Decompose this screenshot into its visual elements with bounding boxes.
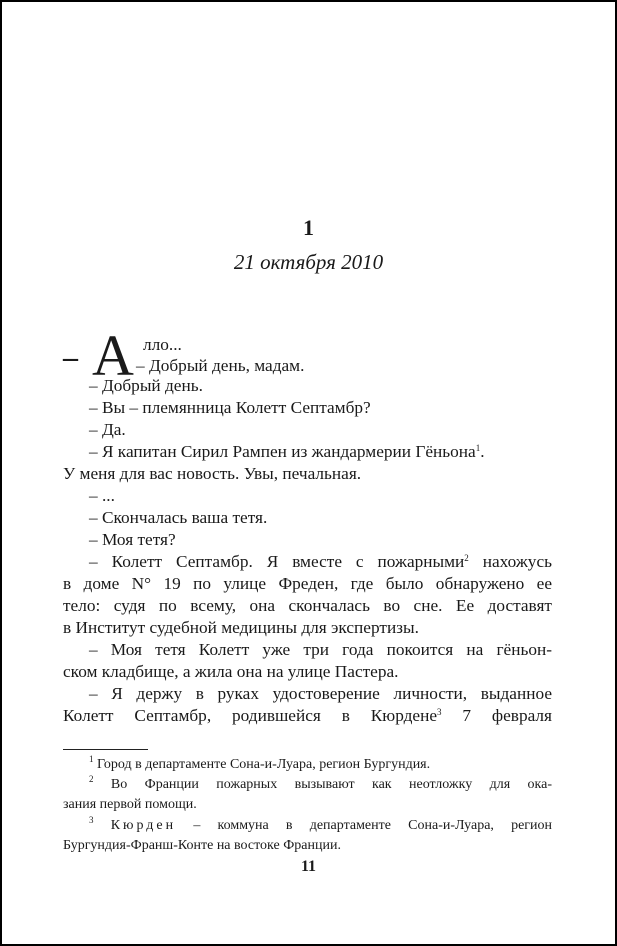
body-line: – Добрый день, мадам. <box>136 356 305 375</box>
page-number: 11 <box>300 858 317 875</box>
line-text: нахожусь <box>482 552 552 571</box>
footnote <box>63 775 552 796</box>
body-line: – Добрый день. <box>89 376 203 395</box>
body-line: – Моя тетя? <box>89 530 176 549</box>
body-line: лло... <box>143 335 182 354</box>
body-line: в доме N° 19 по улице Фреден, где было обнаружено ее <box>63 574 552 593</box>
footnote <box>63 755 552 776</box>
body-line: – Я капитан Сирил Рампен из жандармерии Гёньона$^1$. <box>89 442 485 461</box>
body-line: – Скончалась ваша тетя. <box>89 508 268 527</box>
line-text: 7 февраля <box>462 706 552 725</box>
drop-cap-dash: – <box>63 341 78 374</box>
body-line: в Институт судебной медицины для экспертизы. <box>63 618 419 637</box>
footnote: Бургундия-Франш-Конте на востоке Франции. <box>63 838 341 853</box>
footnote: зания первой помощи. <box>63 797 197 812</box>
footnote-text: Во Франции пожарных вызывают как неотложку для ока- <box>110 777 553 792</box>
body-line: – Да. <box>89 420 126 439</box>
body-line <box>63 551 552 573</box>
footnote-ref: 2 <box>464 553 469 563</box>
line-text: – Я капитан Сирил Рампен из жандармерии Гёньона <box>89 442 476 461</box>
chapter-date: 21 октября 2010 <box>233 250 384 274</box>
footnote-ref: 3 <box>437 707 442 717</box>
body-line: У меня для вас новость. Увы, печальная. <box>63 464 362 483</box>
chapter-number: 1 <box>303 215 314 240</box>
footnote-text: – коммуна в департаменте Сона-и-Луара, регион <box>193 818 553 833</box>
footnote-text: Город в департаменте Сона-и-Луара, регион Бургундия. <box>97 757 431 772</box>
footnote-mark: 1 <box>89 754 94 764</box>
footnote-mark: 2 <box>89 774 94 784</box>
footnote-mark: 3 <box>89 815 94 825</box>
footnote <box>63 816 552 837</box>
body-line: – ... <box>89 486 115 505</box>
body-line: – Моя тетя Колетт уже три года покоится на гёньон- <box>89 640 552 659</box>
drop-cap-letter: А <box>92 323 134 388</box>
footnote-term: Кюрден <box>110 818 177 833</box>
body-line: тело: судя по всему, она скончалась во сне. Ее доставят <box>63 596 552 615</box>
body-line <box>63 705 552 727</box>
line-text: – Колетт Септамбр. Я вместе с пожарными <box>89 552 465 571</box>
body-line: – Вы – племянница Колетт Септамбр? <box>89 398 371 417</box>
footnote-divider <box>63 749 148 750</box>
body-line: – Я держу в руках удостоверение личности, выданное <box>89 684 552 703</box>
body-line: ском кладбище, а жила она на улице Пастера. <box>63 662 399 681</box>
line-text: Колетт Септамбр, родившейся в Кюрдене <box>63 706 438 725</box>
footnote-ref: 1 <box>475 443 481 453</box>
